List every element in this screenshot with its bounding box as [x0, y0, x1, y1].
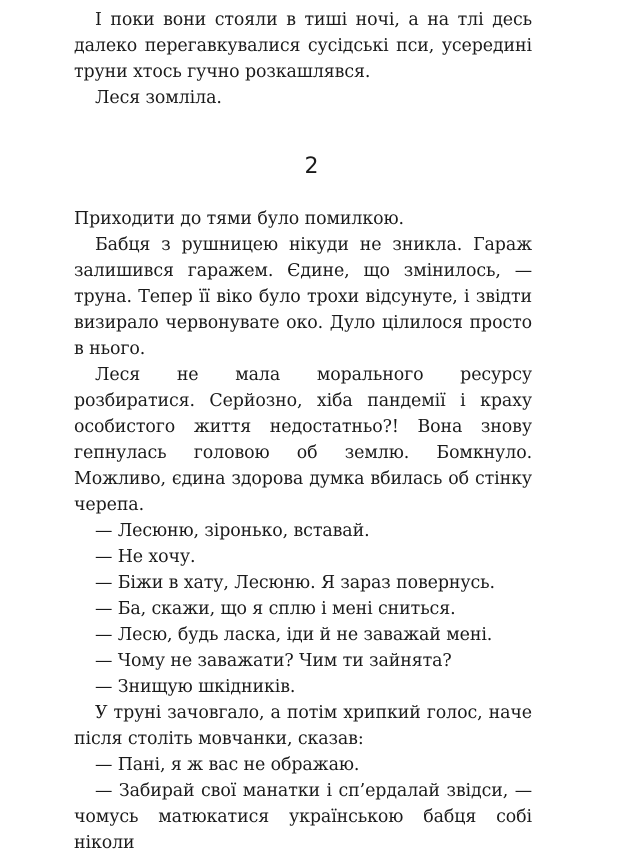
paragraph: Леся не мала морального ресурсу розбиратися. Серйозно, хіба пандемії і краху особистого життя недостатньо?! Вона знову гепнулась головою об землю. Бомкнуло. Можливо, єдина здорова думка вбилась об стінку черепа.	[74, 365, 532, 515]
dialogue-line: — Не хочу.	[95, 547, 196, 567]
dialogue-line: — Пані, я ж вас не ображаю.	[95, 755, 360, 775]
text-block-top	[74, 7, 532, 111]
paragraph: І поки вони стояли в тиші ночі, а на тлі десь далеко перегавкувалися сусідські пси, усередині труни хтось гучно розкашлявся.	[74, 10, 532, 82]
text-block-bottom	[74, 206, 532, 856]
paragraph: Приходити до тями було помилкою.	[74, 209, 404, 229]
paragraph: У труні зачовгало, а потім хрипкий голос, наче після століть мовчанки, сказав:	[74, 703, 532, 749]
dialogue-line: — Забирай свої манатки і сп’ердалай звідси, — чомусь матюкатися українською бабця собі ніколи	[74, 781, 532, 853]
dialogue-line: — Біжи в хату, Лесюню. Я зараз повернусь.	[95, 573, 495, 593]
paragraph: Бабця з рушницею нікуди не зникла. Гараж залишився гаражем. Єдине, що змінилось, — труна. Тепер її віко було трохи відсунуте, і звідти визирало червонувате око. Дуло цілилося просто в нього.	[74, 235, 532, 359]
dialogue-line: — Лесю, будь ласка, іди й не заважай мені.	[95, 625, 493, 645]
chapter-number: 2	[304, 154, 319, 179]
dialogue-line: — Ба, скажи, що я сплю і мені сниться.	[95, 599, 456, 619]
dialogue-line: — Знищую шкідників.	[95, 677, 296, 697]
paragraph: Леся зомліла.	[95, 88, 222, 108]
dialogue-line: — Чому не заважати? Чим ти зайнята?	[95, 651, 452, 671]
dialogue-line: — Лесюню, зіронько, вставай.	[95, 521, 370, 541]
